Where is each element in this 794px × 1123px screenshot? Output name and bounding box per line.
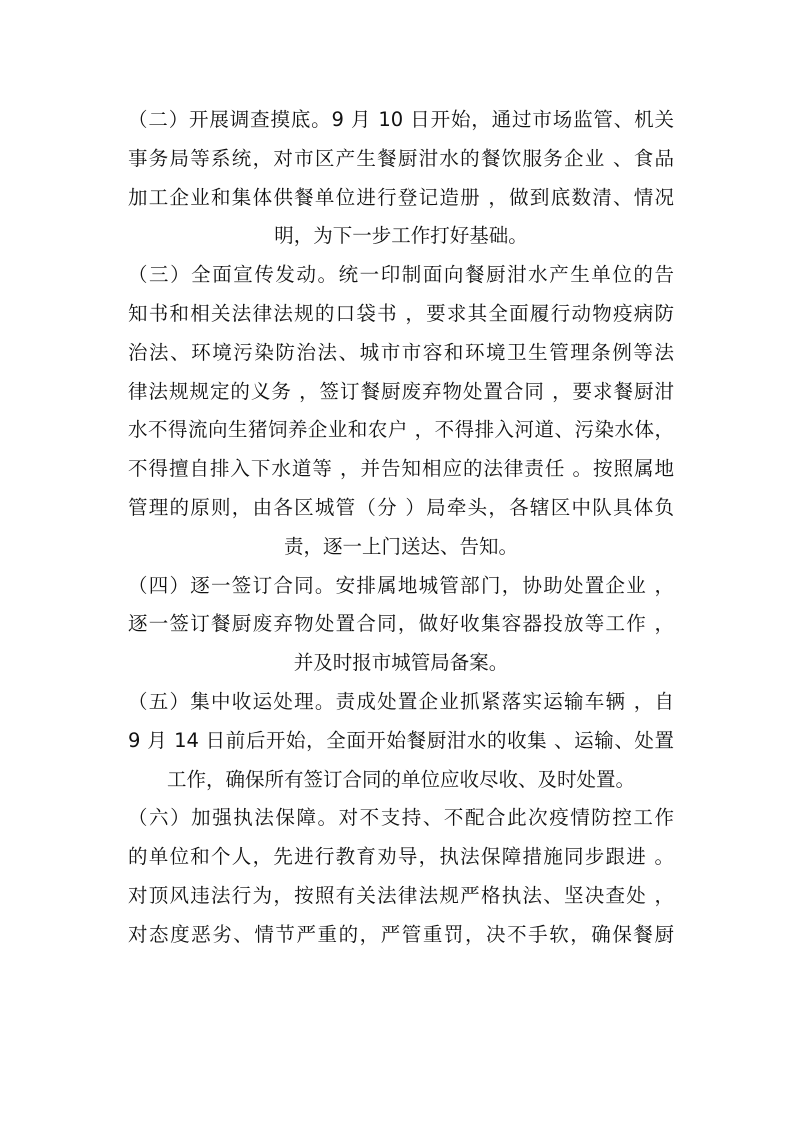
text-line: 律法规规定的义务 ，签订餐厨废弃物处置合同 ，要求餐厨泔 xyxy=(128,379,674,403)
text-line: 对态度恶劣、情节严重的，严管重罚，决不手软，确保餐厨 xyxy=(128,922,674,946)
text-line: 管理的原则，由各区城管（分 ）局牵头，各辖区中队具体负 xyxy=(128,495,674,519)
text-line: 对顶风违法行为，按照有关法律法规严格执法、坚决查处 ， xyxy=(128,883,674,907)
text-line: 事务局等系统，对市区产生餐厨泔水的餐饮服务企业 、食品 xyxy=(128,146,674,170)
text-line: （二）开展调查摸底。9 月 10 日开始，通过市场监管、机关 xyxy=(128,108,674,131)
text-line: 水不得流向生猪饲养企业和农户 ，不得排入河道、污染水体， xyxy=(128,418,674,442)
text-line: （三）全面宣传发动。统一印制面向餐厨泔水产生单位的告 xyxy=(128,263,674,287)
text-line: 责，逐一上门送达、告知。 xyxy=(283,534,518,558)
text-line: 逐一签订餐厨废弃物处置合同，做好收集容器投放等工作 ， xyxy=(128,612,674,636)
text-line: 并及时报市城管局备案。 xyxy=(293,651,509,675)
text-line: 明，为下一步工作打好基础。 xyxy=(274,224,528,248)
text-line: 工作，确保所有签订合同的单位应收尽收、及时处置。 xyxy=(166,767,635,791)
text-line: 的单位和个人，先进行教育劝导，执法保障措施同步跟进 。 xyxy=(128,845,674,869)
document-body xyxy=(128,101,674,955)
text-line: 治法、环境污染防治法、城市市容和环境卫生管理条例等法 xyxy=(128,340,674,364)
text-line: （四）逐一签订合同。安排属地城管部门，协助处置企业 ， xyxy=(128,573,674,597)
text-line: （六）加强执法保障。对不支持、不配合此次疫情防控工作 xyxy=(128,806,674,830)
text-line: 9 月 14 日前后开始，全面开始餐厨泔水的收集 、运输、处置 xyxy=(128,728,674,752)
text-line: 知书和相关法律法规的口袋书 ，要求其全面履行动物疫病防 xyxy=(128,301,674,325)
text-line: （五）集中收运处理。责成处置企业抓紧落实运输车辆 ，自 xyxy=(128,689,674,713)
text-line: 不得擅自排入下水道等 ，并告知相应的法律责任 。按照属地 xyxy=(128,457,674,481)
text-line: 加工企业和集体供餐单位进行登记造册 ，做到底数清、情况 xyxy=(128,185,674,209)
